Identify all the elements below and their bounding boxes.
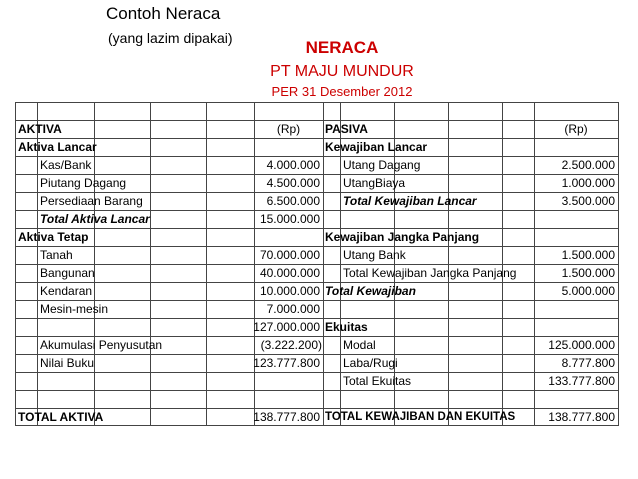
total-aktiva-lancar-value: 15.000.000 bbox=[259, 212, 320, 226]
report-date: PER 31 Desember 2012 bbox=[271, 84, 413, 99]
tanah-value: 70.000.000 bbox=[259, 248, 320, 262]
total-kewajiban-lancar-value: 3.500.000 bbox=[561, 194, 615, 208]
total-kewajiban-label: Total Kewajiban bbox=[325, 284, 416, 298]
total-aktiva-value: 138.777.800 bbox=[253, 410, 320, 424]
kendaran-label: Kendaran bbox=[40, 284, 93, 298]
balance-sheet-grid bbox=[15, 102, 619, 426]
mesin-value: 7.000.000 bbox=[266, 302, 320, 316]
utang-dagang-label: Utang Dagang bbox=[343, 158, 421, 172]
mesin-label: Mesin-mesin bbox=[40, 302, 109, 316]
kendaran-value: 10.000.000 bbox=[259, 284, 320, 298]
persediaan-value: 6.500.000 bbox=[266, 194, 320, 208]
total-aktiva-lancar-label: Total Aktiva Lancar bbox=[40, 212, 150, 226]
utang-biaya-value: 1.000.000 bbox=[561, 176, 615, 190]
rp-left-header: (Rp) bbox=[276, 122, 301, 136]
ekuitas-label: Ekuitas bbox=[325, 320, 368, 334]
akumulasi-value: (3.222.200) bbox=[260, 338, 322, 352]
slide-subtitle: (yang lazim dipakai) bbox=[108, 30, 233, 46]
total-kewajiban-panjang-label: Total Kewajiban Jangka Panjang bbox=[343, 266, 517, 280]
total-kewajiban-panjang-value: 1.500.000 bbox=[561, 266, 615, 280]
total-kewajiban-ekuitas-value: 138.777.800 bbox=[548, 410, 615, 424]
kewajiban-lancar-label: Kewajiban Lancar bbox=[325, 140, 428, 154]
piutang-label: Piutang Dagang bbox=[40, 176, 127, 190]
neraca-title: NERACA bbox=[305, 38, 379, 57]
kas-label: Kas/Bank bbox=[40, 158, 92, 172]
laba-rugi-label: Laba/Rugi bbox=[343, 356, 398, 370]
total-kewajiban-ekuitas-label: TOTAL KEWAJIBAN DAN EKUITAS bbox=[325, 411, 516, 423]
piutang-value: 4.500.000 bbox=[266, 176, 320, 190]
akumulasi-label: Akumulasi Penyusutan bbox=[40, 338, 163, 352]
utang-dagang-value: 2.500.000 bbox=[561, 158, 615, 172]
nilai-buku-label: Nilai Buku bbox=[40, 356, 95, 370]
aktiva-tetap-label: Aktiva Tetap bbox=[18, 230, 89, 244]
total-ekuitas-label: Total Ekuitas bbox=[343, 374, 412, 388]
bangunan-label: Bangunan bbox=[40, 266, 95, 280]
total-kewajiban-value: 5.000.000 bbox=[561, 284, 615, 298]
bangunan-value: 40.000.000 bbox=[259, 266, 320, 280]
company-name: PT MAJU MUNDUR bbox=[270, 63, 414, 80]
kas-value: 4.000.000 bbox=[266, 158, 320, 172]
modal-label: Modal bbox=[343, 338, 376, 352]
pasiva-header: PASIVA bbox=[325, 122, 368, 136]
laba-rugi-value: 8.777.800 bbox=[561, 356, 615, 370]
rp-right-header: (Rp) bbox=[564, 122, 588, 136]
tanah-label: Tanah bbox=[40, 248, 73, 262]
nilai-buku-value: 123.777.800 bbox=[253, 356, 320, 370]
total-kewajiban-lancar-label: Total Kewajiban Lancar bbox=[343, 194, 477, 208]
total-aktiva-label: TOTAL AKTIVA bbox=[18, 410, 104, 424]
aktiva-header: AKTIVA bbox=[18, 122, 62, 136]
grid-hline bbox=[16, 372, 618, 373]
kewajiban-panjang-label: Kewajiban Jangka Panjang bbox=[325, 230, 480, 244]
modal-value: 125.000.000 bbox=[548, 338, 615, 352]
subtotal-tetap-value: 127.000.000 bbox=[253, 320, 320, 334]
utang-bank-label: Utang Bank bbox=[343, 248, 406, 262]
utang-biaya-label: UtangBiaya bbox=[343, 176, 406, 190]
grid-hline bbox=[16, 102, 618, 103]
slide-title: Contoh Neraca bbox=[106, 4, 221, 23]
aktiva-lancar-label: Aktiva Lancar bbox=[18, 140, 97, 154]
total-ekuitas-value: 133.777.800 bbox=[548, 374, 615, 388]
grid-hline bbox=[16, 390, 618, 391]
persediaan-label: Persediaan Barang bbox=[40, 194, 143, 208]
utang-bank-value: 1.500.000 bbox=[561, 248, 615, 262]
